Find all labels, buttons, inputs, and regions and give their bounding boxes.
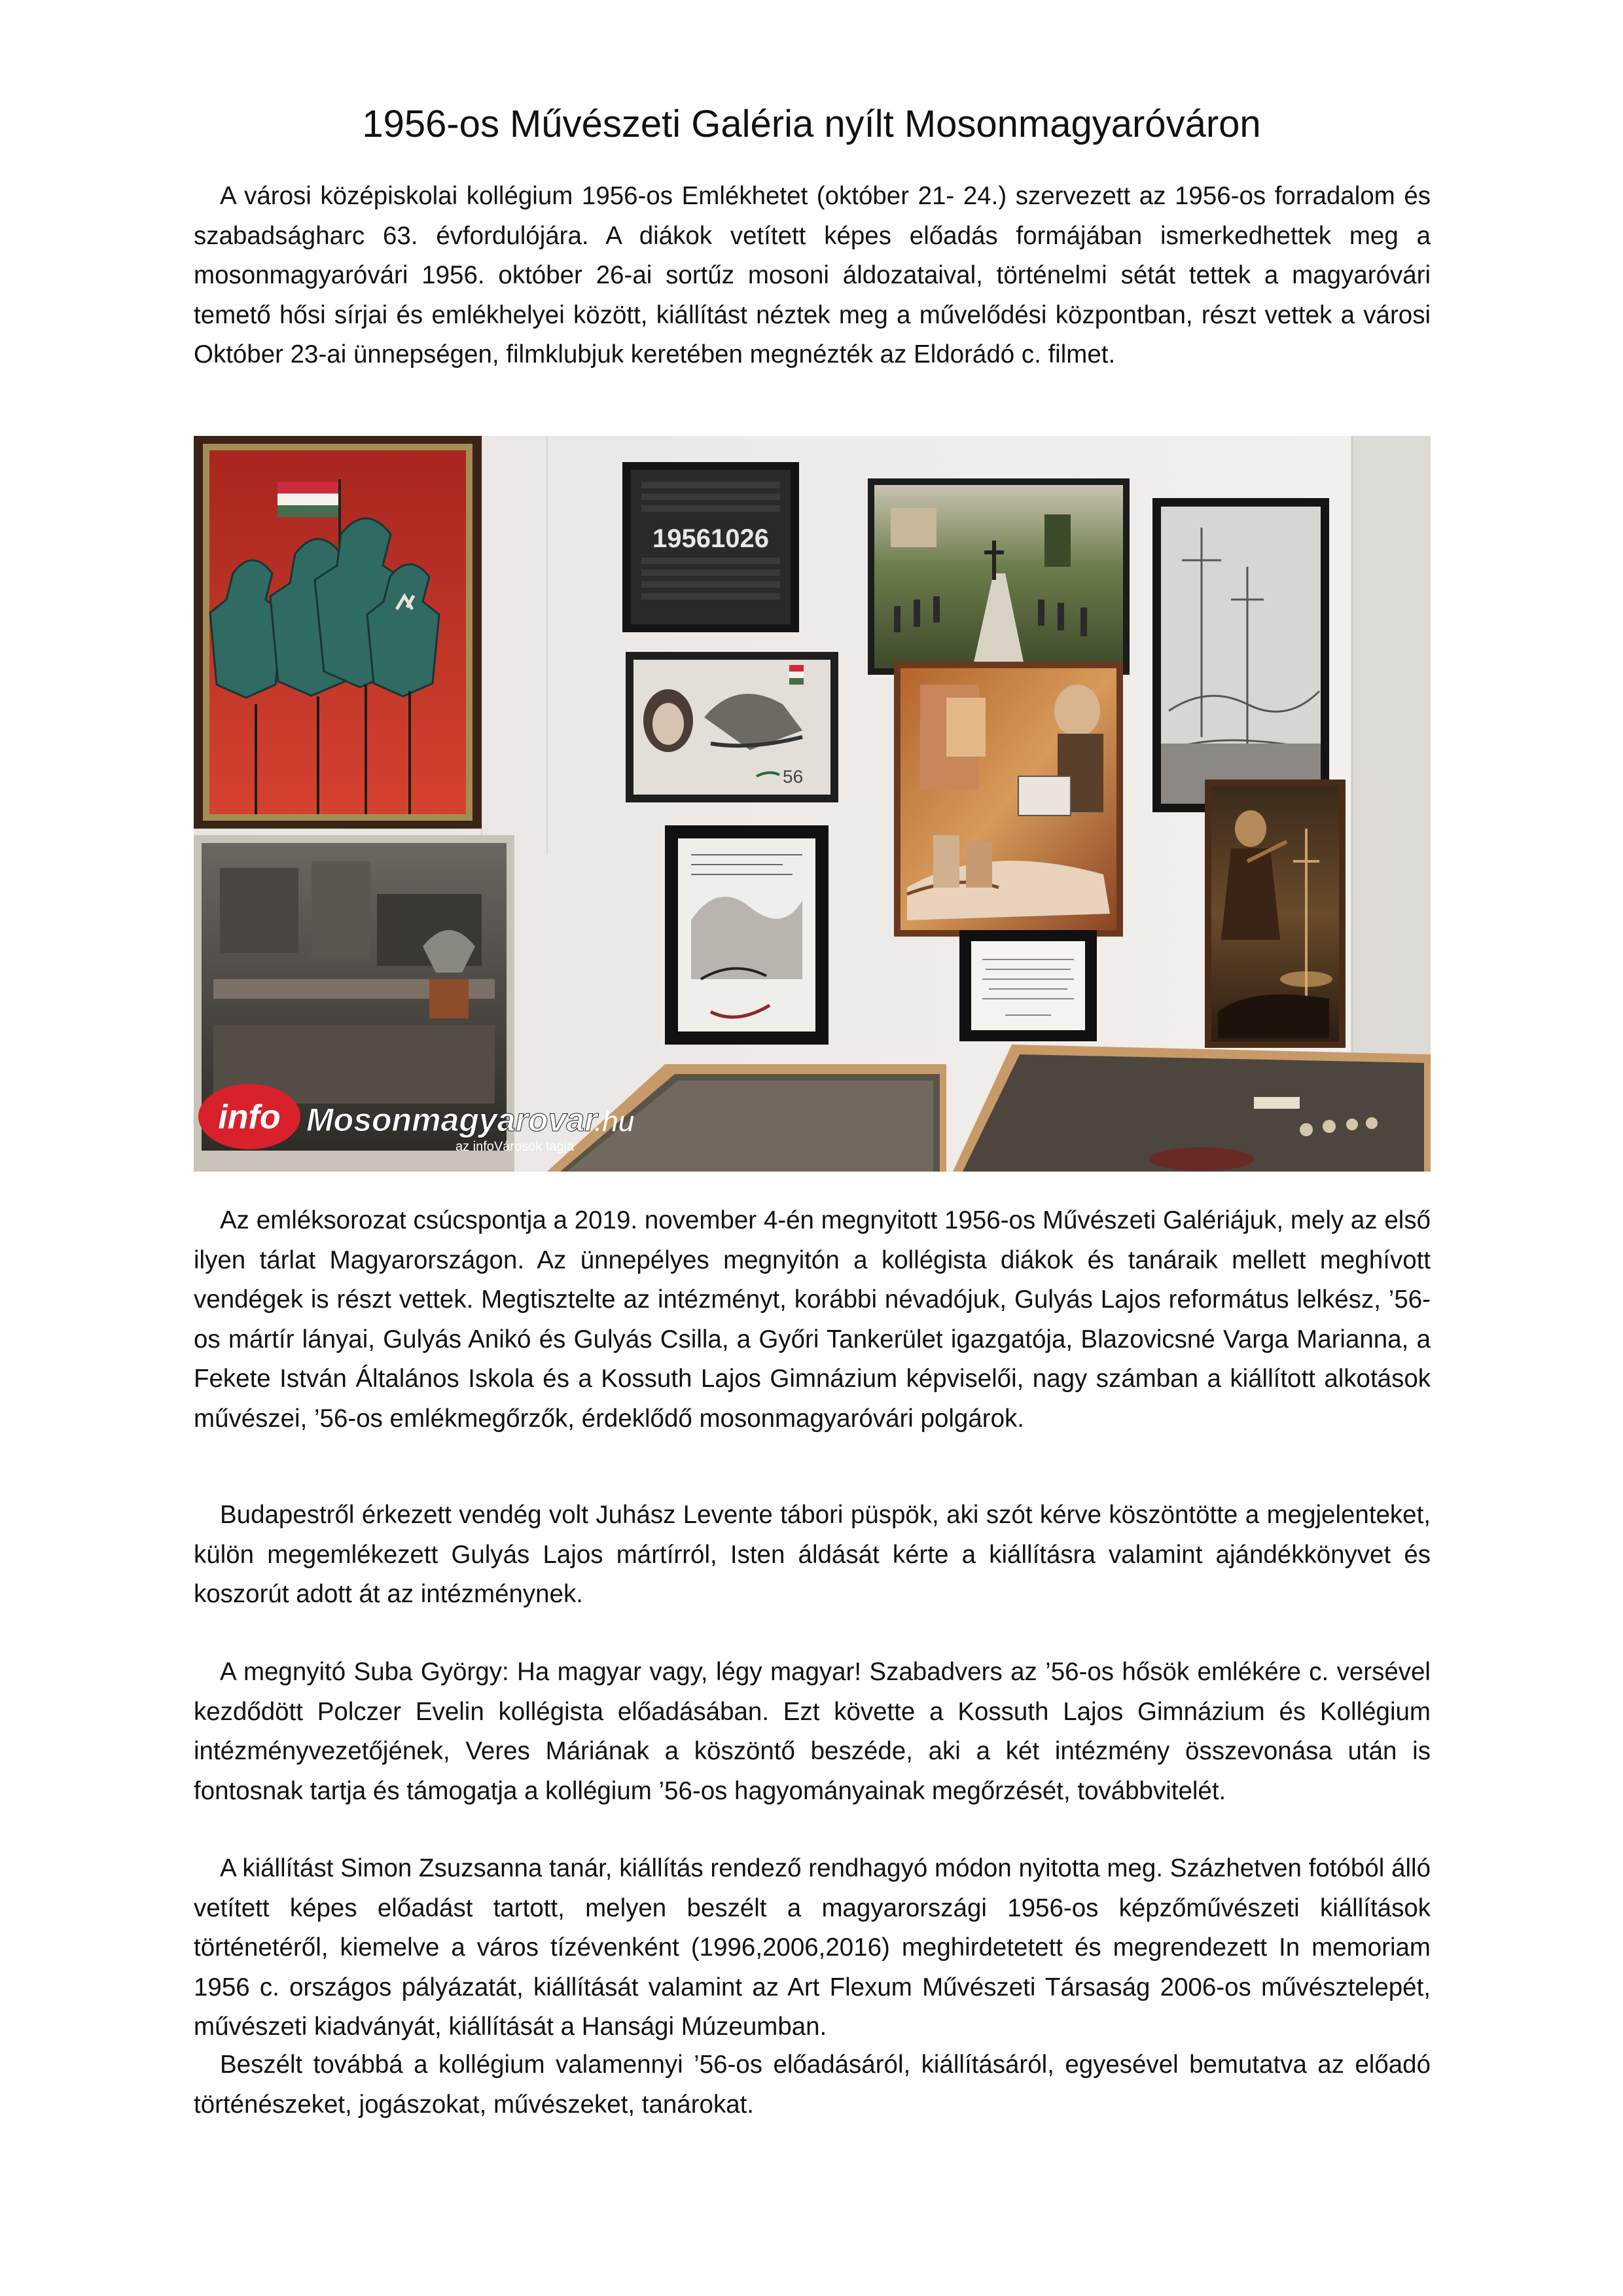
paragraph-2: Az emléksorozat csúcspontja a 2019. november 4-én megnyitott 1956-os Művészeti Galériájuk, mely az első ilyen tárlat Magyarországon. Az ünnepélyes megnyitón a kollégista diákok és tanáraik mellett meghívott vendégek is részt vettek. Megtisztelte az intézményt, korábbi névadójuk, Gulyás Lajos református lelkész, ’56-os mártír lányai, Gulyás Anikó és Gulyás Csilla, a Győri Tankerület igazgatója, Blazovicsné Varga Marianna, a Fekete István Általános Iskola és a Kossuth Lajos Gimnázium képviselői, nagy számban a kiállított alkotások művészei, ’56-os emlékmegőrzők, érdeklődő mosonmagyaróvári polgárok. [194,1206,1431,1433]
watermark-site: Mosonmagyarovar [306,1102,597,1138]
photo-cemetery [868,478,1130,675]
watermark-info: info [218,1098,281,1136]
watermark-tld: .hu [594,1105,635,1138]
painting-warm-memorial [894,662,1123,937]
painting-figures-flag [194,436,482,829]
small-56-text: 56 [783,766,804,787]
paragraph-6: Beszélt továbbá a kollégium valamennyi ’56-os előadásáról, kiállításáról, egyesével bemutatva az előadó történészeket, jogászokat, művészeket, tanárokat. [194,2051,1431,2119]
watermark-tagline: az infoVárosok tagja [455,1139,575,1154]
paragraph-4: A megnyitó Suba György: Ha magyar vagy, légy magyar! Szabadvers az ’56-os hősök emlékére c. versével kezdődött Polczer Evelin kollégista előadásában. Ezt követte a Kossuth Lajos Gimnázium és Kollégium intézményvezetőjének, Veres Máriának a köszöntő beszéde, aki a két intézmény összevonása után is fontosnak tartja és támogatja a kollégium ’56-os hagyományainak megőrzését, továbbvitelét. [194,1658,1431,1805]
paragraph-3: Budapestről érkezett vendég volt Juhász Levente tábori püspök, aki szót kérve köszöntötte a megjelenteket, külön megemlékezett Gulyás Lajos mártírról, Isten áldását kérte a kiállításra valamint ajándékkönyvet és koszorút adott át az intézménynek. [194,1501,1431,1608]
info-plaque [959,930,1097,1041]
plaque-19561026 [622,462,799,632]
poster-framed [665,825,829,1045]
paragraph-5: A kiállítást Simon Zsuzsanna tanár, kiállítás rendező rendhagyó módon nyitotta meg. Százhetven fotóból álló vetített képes előadást tartott, melyen beszélt a magyarországi 1956-os képzőművészeti kiállítások történetéről, kiemelve a város tízévenként (1996,2006,2016) meghirdetetett és megrendezett In memoriam 1956 c. országos pályázatát, kiállítását valamint az Art Flexum Művészeti Társaság 2006-os művésztelepét, művészeti kiadványát, kiállítását a Hansági Múzeumban. [194,1854,1431,2041]
painting-violinist [1205,780,1346,1048]
collage-56 [626,652,838,802]
drawing-crosses [1152,498,1329,812]
plaque-text: 19561026 [652,524,769,553]
article-title: 1956-os Művészeti Galéria nyílt Mosonmagyaróváron [362,103,1261,145]
gallery-photo [194,436,1431,1172]
paragraph-1: A városi középiskolai kollégium 1956-os Emlékhetet (október 21- 24.) szervezett az 1956-os forradalom és szabadságharc 63. évfordulójára. A diákok vetített képes előadás formájában ismerkedhettek meg a mosonmagyaróvári 1956. október 26-ai sortűz mosoni áldozataival, történelmi sétát tettek a magyaróvári temető hősi sírjai és emlékhelyei között, kiállítást néztek meg a művelődési központban, részt vettek a városi Október 23-ai ünnepségen, filmklubjuk keretében megnézték az Eldorádó c. filmet. [194,182,1431,368]
